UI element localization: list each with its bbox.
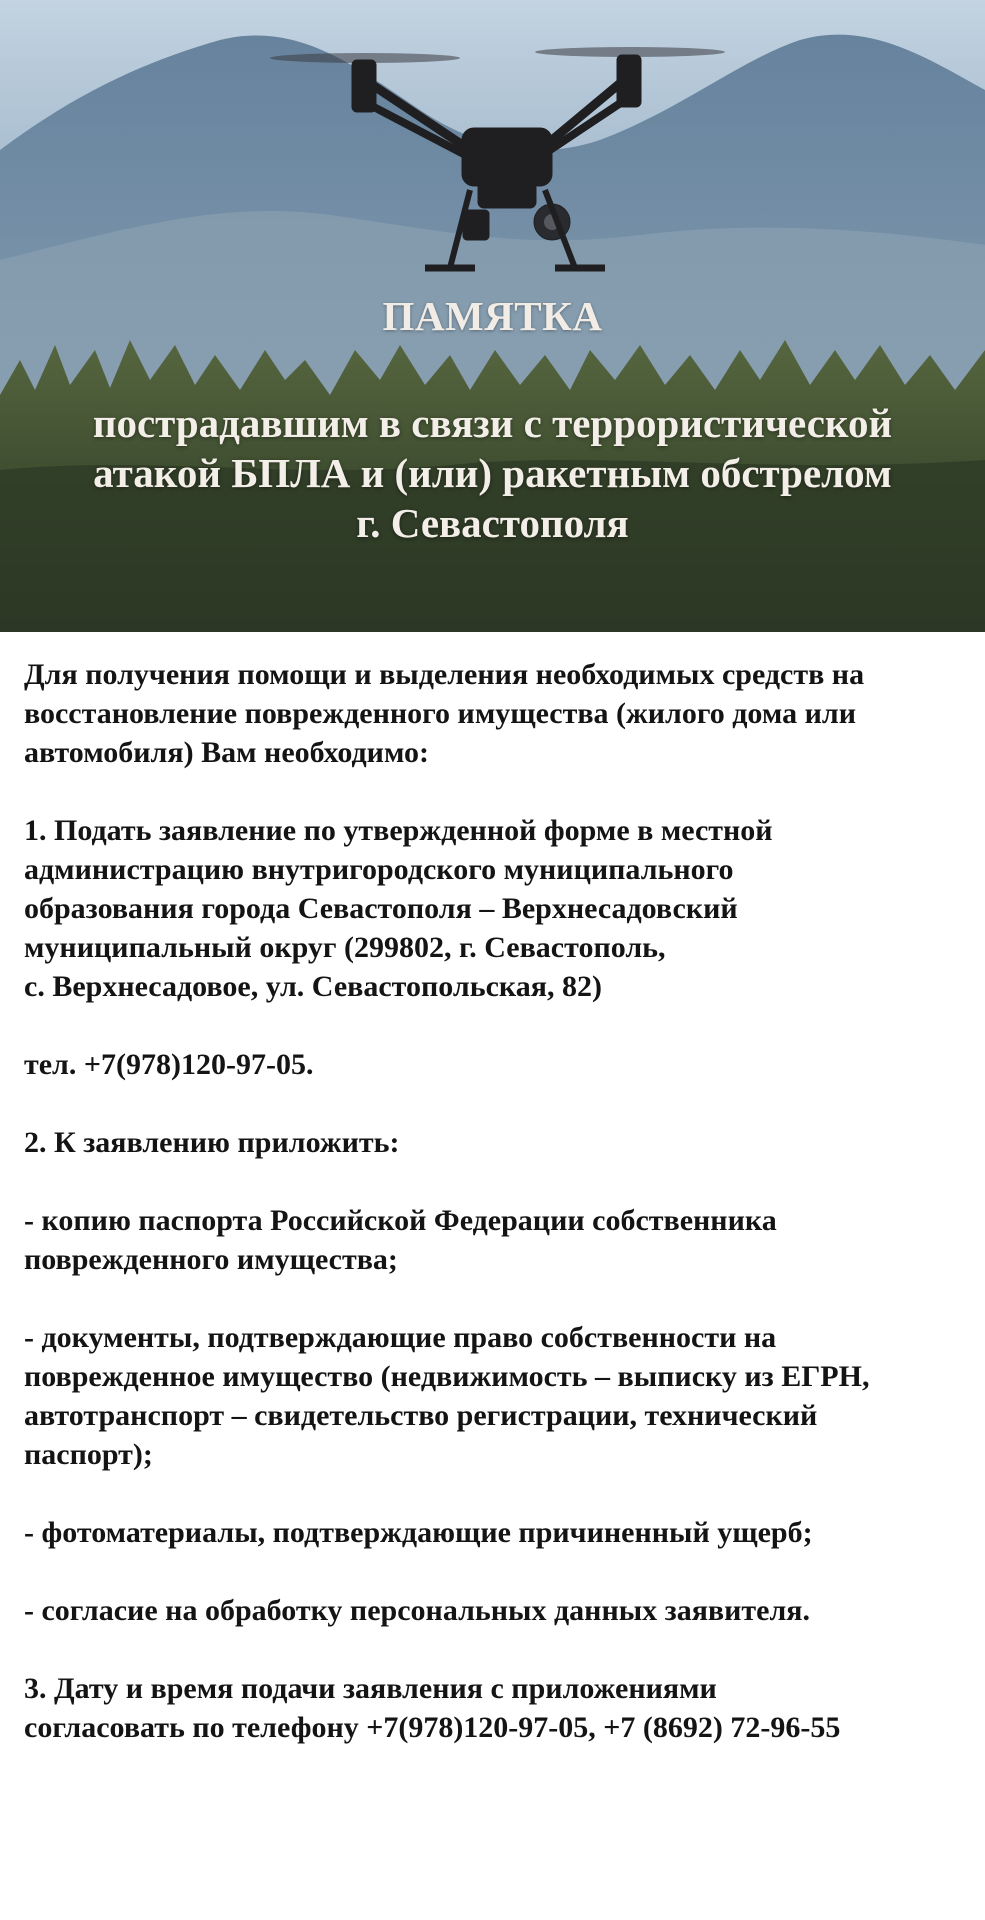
attachment-photos	[24, 1513, 974, 1552]
subtitle-line: пострадавшим в связи с террористической	[92, 400, 893, 446]
phone-number: тел. +7(978)120-97-05.	[24, 1048, 314, 1081]
subtitle-line: атакой БПЛА и (или) ракетным обстрелом	[93, 450, 892, 496]
memo-body	[24, 655, 974, 1786]
phone-paragraph	[24, 1045, 974, 1084]
text-line: Для получения помощи и выделения необходимых средств на	[24, 658, 865, 691]
step-3-paragraph	[24, 1669, 974, 1747]
text-line: - согласие на обработку персональных данных заявителя.	[24, 1594, 811, 1627]
header-banner	[0, 0, 985, 632]
intro-paragraph	[24, 655, 974, 772]
attachment-passport	[24, 1201, 974, 1279]
attachment-ownership	[24, 1318, 974, 1474]
attachment-consent	[24, 1591, 974, 1630]
step-2-heading	[24, 1123, 974, 1162]
text-line: согласовать по телефону +7(978)120-97-05, +7 (8692) 72-96-55	[24, 1711, 841, 1744]
text-line: 1. Подать заявление по утвержденной форме в местной	[24, 814, 773, 847]
text-line: - копию паспорта Российской Федерации собственника	[24, 1204, 777, 1237]
text-line: автомобиля) Вам необходимо:	[24, 736, 429, 769]
text-line: автотранспорт – свидетельство регистрации, технический	[24, 1399, 818, 1432]
text-line: 2. К заявлению приложить:	[24, 1126, 400, 1159]
text-line: восстановление поврежденного имущества (жилого дома или	[24, 697, 856, 730]
text-line: - документы, подтверждающие право собственности на	[24, 1321, 777, 1354]
text-line: с. Верхнесадовое, ул. Севастопольская, 82)	[24, 970, 602, 1003]
text-line: администрацию внутригородского муниципального	[24, 853, 734, 886]
memo-title: ПАМЯТКА	[382, 293, 603, 339]
text-line: - фотоматериалы, подтверждающие причиненный ущерб;	[24, 1516, 813, 1549]
text-line: муниципальный округ (299802, г. Севастополь,	[24, 931, 666, 964]
text-line: поврежденное имущество (недвижимость – выписку из ЕГРН,	[24, 1360, 870, 1393]
text-line: образования города Севастополя – Верхнесадовский	[24, 892, 738, 925]
step-1-paragraph	[24, 811, 974, 1006]
text-line: паспорт);	[24, 1438, 153, 1471]
subtitle-line: г. Севастополя	[356, 500, 629, 546]
text-line: поврежденного имущества;	[24, 1243, 398, 1276]
memo-subtitle	[0, 398, 985, 548]
text-line: 3. Дату и время подачи заявления с приложениями	[24, 1672, 717, 1705]
